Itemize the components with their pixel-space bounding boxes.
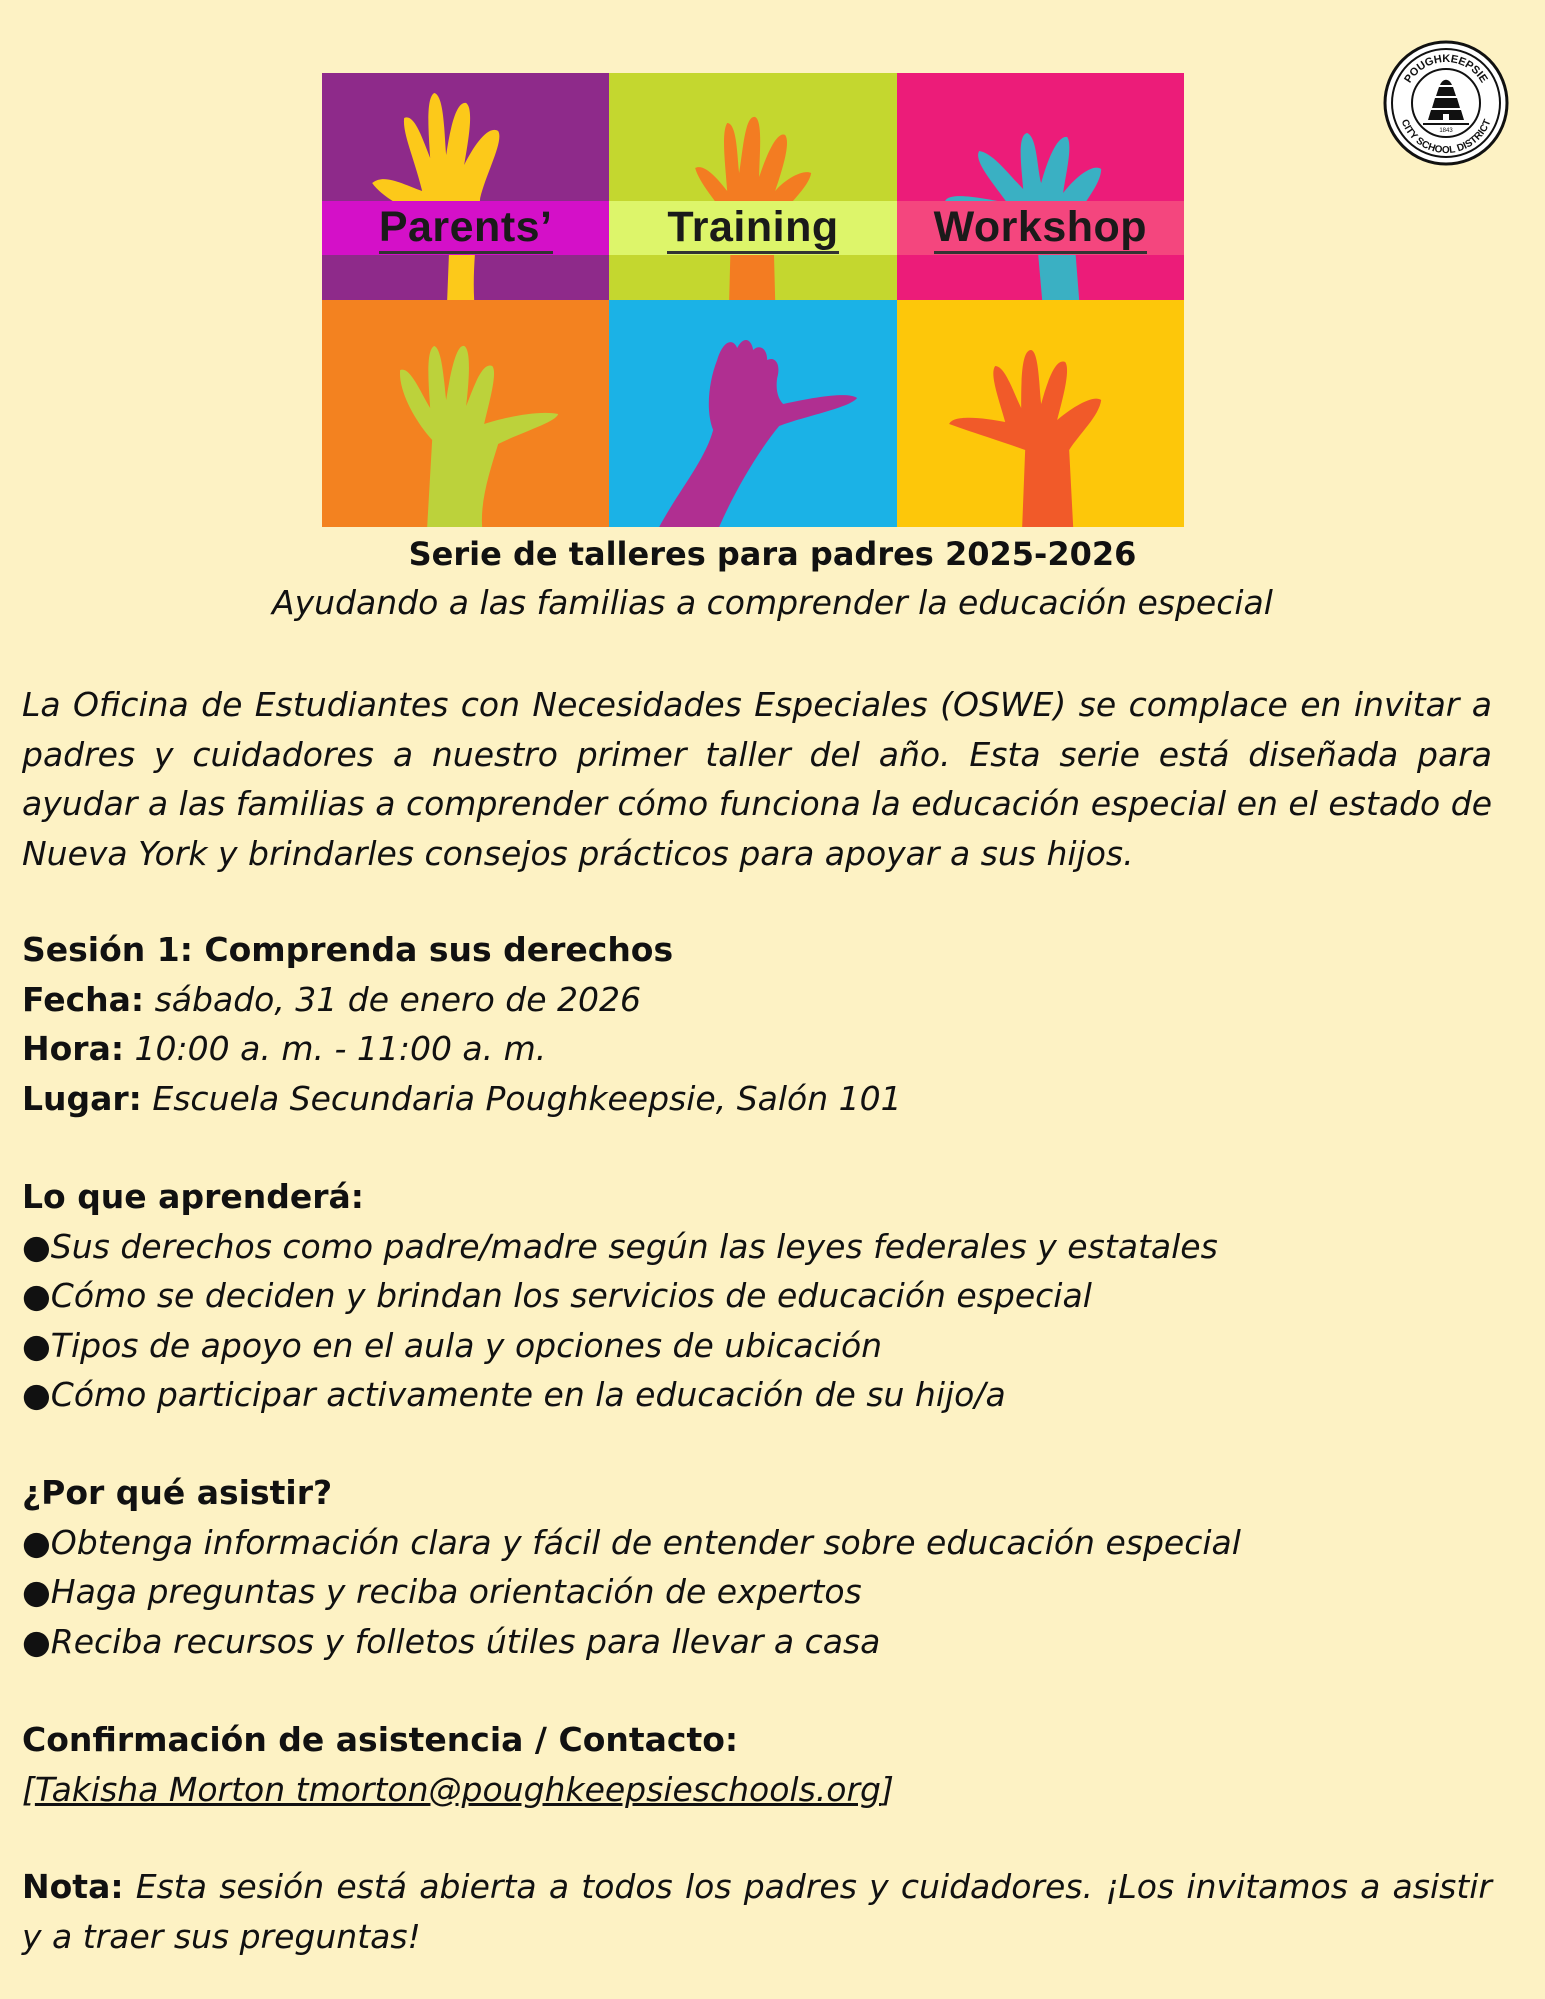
svg-text:POUGHKEEPSIE: POUGHKEEPSIE bbox=[1402, 52, 1490, 86]
place-label: Lugar: bbox=[22, 1078, 142, 1118]
why-heading: ¿Por qué asistir? bbox=[22, 1473, 333, 1512]
hand-icon bbox=[322, 73, 609, 300]
list-item: ●Obtenga información clara y fácil de entender sobre educación especial bbox=[22, 1522, 1241, 1562]
contact-email-link[interactable]: Takisha Morton tmorton@poughkeepsieschools.org bbox=[34, 1769, 881, 1809]
session-place-row bbox=[22, 1074, 1492, 1124]
hand-icon bbox=[609, 300, 896, 527]
hand-icon bbox=[609, 73, 896, 300]
district-seal-logo bbox=[1383, 40, 1509, 166]
note-text: Esta sesión está abierta a todos los padres y cuidadores. ¡Los invitamos a asistir y a traer sus preguntas! bbox=[22, 1867, 1492, 1956]
series-title: Serie de talleres para padres 2025-2026 bbox=[408, 535, 1137, 573]
learn-block bbox=[22, 1172, 1492, 1420]
list-item: ●Tipos de apoyo en el aula y opciones de ubicación bbox=[22, 1325, 883, 1365]
bullet-icon: ● bbox=[22, 1276, 51, 1315]
time-label: Hora: bbox=[22, 1029, 125, 1068]
banner-word-training: Training bbox=[609, 203, 896, 252]
svg-text:CITY SCHOOL DISTRICT: CITY SCHOOL DISTRICT bbox=[1398, 117, 1494, 157]
bullet-icon: ● bbox=[22, 1522, 51, 1562]
banner-word-workshop: Workshop bbox=[897, 203, 1184, 252]
banner-tile-bottom-left bbox=[322, 300, 609, 527]
why-block bbox=[22, 1468, 1492, 1666]
banner-tile-bottom-middle bbox=[609, 300, 896, 527]
series-subtitle: Ayudando a las familias a comprender la educación especial bbox=[272, 583, 1273, 622]
workshop-banner bbox=[322, 73, 1184, 527]
list-item: ●Cómo se deciden y brindan los servicios de educación especial bbox=[22, 1276, 1092, 1315]
contact-block bbox=[22, 1715, 1492, 1814]
bullet-icon: ● bbox=[22, 1621, 51, 1661]
list-item: ●Reciba recursos y folletos útiles para llevar a casa bbox=[22, 1621, 881, 1661]
session-time-row bbox=[22, 1024, 1492, 1074]
contact-heading: Confirmación de asistencia / Contacto: bbox=[22, 1720, 739, 1759]
date-value: sábado, 31 de enero de 2026 bbox=[154, 979, 642, 1019]
banner-tile-workshop bbox=[897, 73, 1184, 300]
svg-text:1843: 1843 bbox=[1439, 128, 1453, 134]
banner-tile-bottom-right bbox=[897, 300, 1184, 527]
list-item: ●Haga preguntas y reciba orientación de expertos bbox=[22, 1572, 862, 1611]
banner-word-parents: Parents’ bbox=[322, 203, 609, 252]
contact-line: [Takisha Morton tmorton@poughkeepsieschools.org] bbox=[22, 1769, 894, 1809]
bullet-icon: ● bbox=[22, 1572, 51, 1611]
note-label: Nota: bbox=[22, 1867, 124, 1906]
place-value: Escuela Secundaria Poughkeepsie, Salón 101 bbox=[152, 1078, 902, 1118]
learn-heading: Lo que aprenderá: bbox=[22, 1177, 364, 1216]
hand-icon bbox=[322, 300, 609, 527]
session-title: Sesión 1: Comprenda sus derechos bbox=[22, 930, 674, 969]
bullet-icon: ● bbox=[22, 1375, 51, 1414]
hand-icon bbox=[897, 300, 1184, 527]
bullet-icon: ● bbox=[22, 1325, 51, 1365]
date-label: Fecha: bbox=[22, 979, 145, 1019]
list-item: ●Sus derechos como padre/madre según las leyes federales y estatales bbox=[22, 1226, 1218, 1266]
time-value: 10:00 a. m. - 11:00 a. m. bbox=[134, 1029, 547, 1068]
hand-icon bbox=[897, 73, 1184, 300]
banner-tile-parents bbox=[322, 73, 609, 300]
banner-tile-training bbox=[609, 73, 896, 300]
note-block bbox=[22, 1862, 1492, 1961]
session-date-row bbox=[22, 975, 1492, 1025]
intro-paragraph: La Oficina de Estudiantes con Necesidades Especiales (OSWE) se complace en invitar a padres y cuidadores a nuestro primer taller del año. Esta serie está diseñada para ayudar a las familias a comprender cómo funciona la educación especial en el estado de Nueva York y brindarles consejos prácticos para apoyar a sus hijos. bbox=[22, 685, 1492, 873]
session-block bbox=[22, 925, 1492, 1123]
bullet-icon: ● bbox=[22, 1226, 51, 1266]
list-item: ●Cómo participar activamente en la educación de su hijo/a bbox=[22, 1375, 1006, 1414]
